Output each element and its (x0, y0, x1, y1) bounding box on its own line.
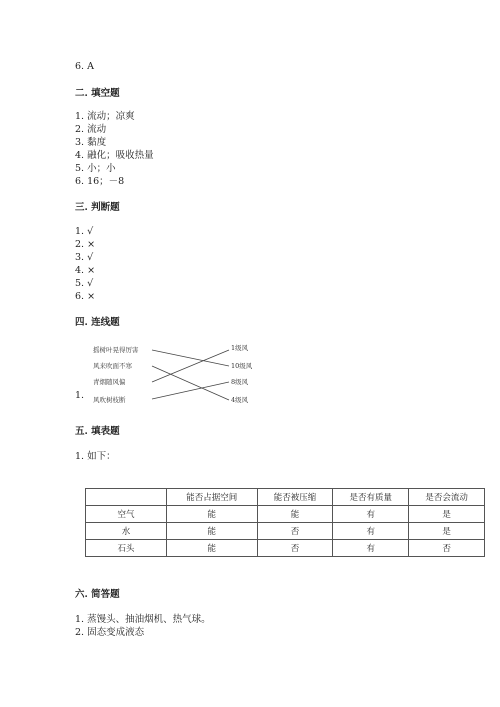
list-item: 5. √ (75, 278, 94, 289)
table-cell: 是 (409, 506, 485, 523)
section-3-title: 三. 判断题 (75, 202, 120, 213)
table-header-cell: 是否有质量 (333, 489, 409, 506)
table-cell: 有 (333, 506, 409, 523)
table-row (86, 540, 485, 557)
table-cell: 能 (167, 523, 258, 540)
matching-left-item: 青烟随风偏 (93, 378, 126, 386)
list-item: 3. √ (75, 252, 94, 263)
list-item: 6. 16；－8 (75, 176, 125, 187)
matching-line (152, 366, 229, 400)
matching-right-item: 8级风 (231, 378, 249, 386)
table-cell: 有 (333, 540, 409, 557)
matching-right-item: 4级风 (231, 396, 249, 404)
table-cell: 水 (86, 523, 167, 540)
list-item: 1. 流动；凉爽 (75, 111, 135, 122)
list-item: 2. × (75, 239, 96, 250)
table-header-cell: 是否会流动 (409, 489, 485, 506)
table-cell: 能 (257, 506, 333, 523)
table-cell: 能 (167, 506, 258, 523)
table-cell: 否 (409, 540, 485, 557)
section-2-title: 二. 填空题 (75, 88, 120, 99)
matching-left-item: 风来吹面不寒 (93, 362, 132, 370)
list-item: 1. √ (75, 226, 94, 237)
table-header-cell: 能否被压缩 (257, 489, 333, 506)
table-header-row (86, 489, 485, 506)
list-item: 6. × (75, 291, 96, 302)
matching-line (152, 350, 229, 366)
section-6-title: 六. 简答题 (75, 589, 120, 600)
table-cell: 否 (257, 540, 333, 557)
matching-number: 1. (75, 390, 85, 401)
list-item: 5. 小；小 (75, 163, 116, 174)
table-cell: 石头 (86, 540, 167, 557)
list-item: 2. 固态变成液态 (75, 627, 145, 638)
matching-line (152, 350, 229, 382)
section-4-title: 四. 连线题 (75, 317, 120, 328)
properties-table (85, 488, 485, 557)
table-row (86, 506, 485, 523)
table-header-cell: 能否占据空间 (167, 489, 258, 506)
matching-right-item: 10级风 (231, 362, 253, 370)
section-5-title: 五. 填表题 (75, 426, 120, 437)
table-cell: 空气 (86, 506, 167, 523)
table-cell: 能 (167, 540, 258, 557)
answer-6-a: 6. A (75, 61, 94, 72)
table-header-cell (86, 489, 167, 506)
table-row (86, 523, 485, 540)
matching-right-item: 1级风 (231, 344, 249, 352)
matching-left-item: 摇树叶晃得厉害 (93, 346, 139, 354)
list-item: 4. 融化；吸收热量 (75, 150, 154, 161)
table-cell: 是 (409, 523, 485, 540)
list-item: 3. 黏度 (75, 137, 107, 148)
matching-lines (75, 338, 255, 413)
matching-line (152, 382, 229, 399)
list-item: 1. 蒸馒头、抽油烟机、热气球。 (75, 614, 211, 625)
list-item: 4. × (75, 265, 96, 276)
table-intro: 1. 如下： (75, 451, 116, 462)
table-cell: 否 (257, 523, 333, 540)
matching-left-item: 风吹树枝断 (93, 396, 126, 404)
table-cell: 有 (333, 523, 409, 540)
list-item: 2. 流动 (75, 124, 107, 135)
